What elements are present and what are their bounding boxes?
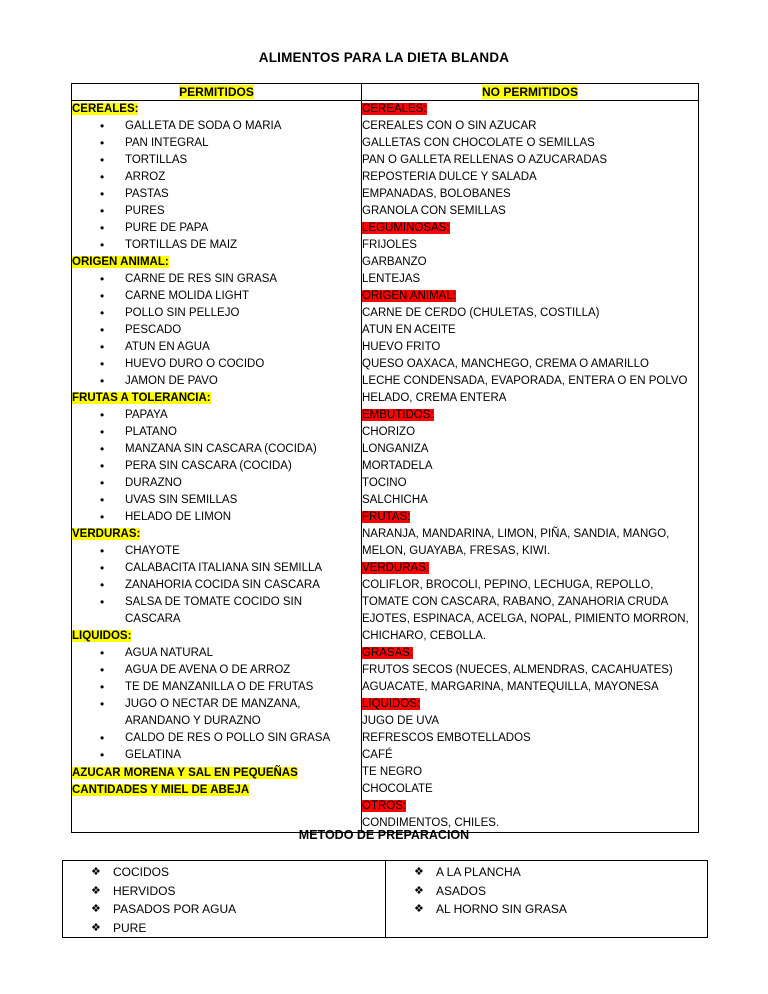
list-item: TOMATE CON CASCARA, RABANO, ZANAHORIA CRUDA (362, 596, 669, 608)
list-item: • PERA SIN CASCARA (COCIDA) (72, 458, 361, 475)
permitidos-category-text: FRUTAS A TOLERANCIA: (72, 392, 211, 404)
list-item: ATUN EN ACEITE (362, 324, 456, 336)
list-item: • AGUA NATURAL (72, 645, 361, 662)
list-item: TOCINO (362, 477, 407, 489)
no-permitidos-category-label (362, 220, 450, 237)
list-item: • POLLO SIN PELLEJO (72, 305, 361, 322)
table-body-row (72, 101, 699, 833)
permitidos-column (72, 101, 362, 833)
metodo-title: METODO DE PREPARACION (298, 828, 470, 842)
permitidos-category-text: LIQUIDOS: (72, 630, 132, 642)
no-permitidos-category-label (362, 560, 429, 577)
footer-note (72, 765, 298, 799)
no-permitidos-category-label (362, 798, 406, 815)
footer-note-line-2: CANTIDADES Y MIEL DE ABEJA (72, 784, 250, 796)
metodo-item: ❖ A LA PLANCHA (386, 863, 707, 882)
no-permitidos-category-label (362, 101, 427, 118)
list-item: CHORIZO (362, 426, 416, 438)
metodo-item: ❖ COCIDOS (63, 863, 385, 882)
permitidos-list (72, 543, 361, 628)
metodo-item: ❖ ASADOS (386, 882, 707, 901)
list-item: AGUACATE, MARGARINA, MANTEQUILLA, MAYONESA (362, 681, 659, 693)
permitidos-category-label (72, 390, 211, 407)
list-item: CAFÉ (362, 749, 393, 761)
permitidos-category-text: VERDURAS: (72, 528, 141, 540)
permitidos-list (72, 118, 361, 254)
list-item: • CALDO DE RES O POLLO SIN GRASA (72, 730, 361, 747)
list-item: • PAPAYA (72, 407, 361, 424)
metodo-table (62, 860, 708, 938)
permitidos-category-label (72, 526, 140, 543)
metodo-item: ❖ PASADOS POR AGUA (63, 900, 385, 919)
list-item: GRANOLA CON SEMILLAS (362, 205, 506, 217)
no-permitidos-category-text: VERDURAS: (362, 562, 430, 574)
list-item: • DURAZNO (72, 475, 361, 492)
list-item: • UVAS SIN SEMILLAS (72, 492, 361, 509)
list-item: FRIJOLES (362, 239, 417, 251)
list-item: • MANZANA SIN CASCARA (COCIDA) (72, 441, 361, 458)
list-item: • PLATANO (72, 424, 361, 441)
list-item: QUESO OAXACA, MANCHEGO, CREMA O AMARILLO (362, 358, 649, 370)
no-permitidos-category-text: CEREALES: (362, 103, 427, 115)
permitidos-category-text: CEREALES: (72, 103, 139, 115)
list-item: • PESCADO (72, 322, 361, 339)
no-permitidos-category-text: GRASAS: (362, 647, 414, 659)
permitidos-list (72, 271, 361, 390)
list-item: • HUEVO DURO O COCIDO (72, 356, 361, 373)
no-permitidos-category-text: FRUTAS: (362, 511, 411, 523)
no-permitidos-category-label (362, 288, 456, 305)
list-item: GALLETAS CON CHOCOLATE O SEMILLAS (362, 137, 595, 149)
list-item: LENTEJAS (362, 273, 421, 285)
diet-table (71, 83, 699, 833)
list-item: CONDIMENTOS, CHILES. (362, 817, 500, 829)
no-permitidos-category-label (362, 407, 434, 424)
list-item: GARBANZO (362, 256, 427, 268)
metodo-row (63, 861, 708, 938)
header-no-permitidos (362, 84, 699, 101)
list-item: • ARROZ (72, 169, 361, 186)
footer-note-line-1: AZUCAR MORENA Y SAL EN PEQUEÑAS (72, 767, 298, 779)
header-permitidos (72, 84, 362, 101)
list-item: REFRESCOS EMBOTELLADOS (362, 732, 531, 744)
list-item: • PAN INTEGRAL (72, 135, 361, 152)
list-item: • SALSA DE TOMATE COCIDO SIN CASCARA (72, 594, 361, 628)
metodo-left-column (63, 861, 386, 938)
list-item: CEREALES CON O SIN AZUCAR (362, 120, 537, 132)
list-item: • ATUN EN AGUA (72, 339, 361, 356)
no-permitidos-category-text: EMBUTIDOS: (362, 409, 434, 421)
no-permitidos-category-label (362, 645, 413, 662)
list-item: • JAMON DE PAVO (72, 373, 361, 390)
list-item: MORTADELA (362, 460, 433, 472)
list-item: • AGUA DE AVENA O DE ARROZ (72, 662, 361, 679)
list-item: COLIFLOR, BROCOLI, PEPINO, LECHUGA, REPOLLO, (362, 579, 654, 591)
no-permitidos-category-text: OTROS: (362, 800, 407, 812)
list-item: • CARNE MOLIDA LIGHT (72, 288, 361, 305)
list-item: • CALABACITA ITALIANA SIN SEMILLA (72, 560, 361, 577)
permitidos-category-label (72, 628, 131, 645)
no-permitidos-category-text: LEGUMINOSAS: (362, 222, 450, 234)
no-permitidos-category-text: LIQUIDOS: (362, 698, 421, 710)
list-item: • JUGO O NECTAR DE MANZANA, ARANDANO Y DURAZNO (72, 696, 361, 730)
list-item: • GELATINA (72, 747, 361, 764)
list-item: • ZANAHORIA COCIDA SIN CASCARA (72, 577, 361, 594)
header-permitidos-label: PERMITIDOS (179, 85, 254, 99)
list-item: • PASTAS (72, 186, 361, 203)
page-title: ALIMENTOS PARA LA DIETA BLANDA (258, 50, 510, 65)
permitidos-category-text: ORIGEN ANIMAL: (72, 256, 169, 268)
list-item: • CARNE DE RES SIN GRASA (72, 271, 361, 288)
no-permitidos-category-text: ORIGEN ANIMAL: (362, 290, 456, 302)
list-item: • GALLETA DE SODA O MARIA (72, 118, 361, 135)
table-header-row (72, 84, 699, 101)
list-item: TE NEGRO (362, 766, 423, 778)
list-item: • HELADO DE LIMON (72, 509, 361, 526)
list-item: CHICHARO, CEBOLLA. (362, 630, 486, 642)
metodo-item: ❖ AL HORNO SIN GRASA (386, 900, 707, 919)
list-item: • TE DE MANZANILLA O DE FRUTAS (72, 679, 361, 696)
permitidos-list (72, 407, 361, 526)
metodo-item: ❖ HERVIDOS (63, 882, 385, 901)
list-item: SALCHICHA (362, 494, 428, 506)
list-item: PAN O GALLETA RELLENAS O AZUCARADAS (362, 154, 607, 166)
list-item: • TORTILLAS (72, 152, 361, 169)
list-item: JUGO DE UVA (362, 715, 440, 727)
list-item: FRUTOS SECOS (NUECES, ALMENDRAS, CACAHUATES) (362, 664, 673, 676)
list-item: NARANJA, MANDARINA, LIMON, PIÑA, SANDIA, MANGO, (362, 528, 670, 540)
header-no-permitidos-label: NO PERMITIDOS (481, 85, 578, 99)
list-item: LONGANIZA (362, 443, 429, 455)
permitidos-list (72, 645, 361, 764)
list-item: LECHE CONDENSADA, EVAPORADA, ENTERA O EN POLVO (362, 375, 688, 387)
list-item: REPOSTERIA DULCE Y SALADA (362, 171, 537, 183)
list-item: EJOTES, ESPINACA, ACELGA, NOPAL, PIMIENTO MORRON, (362, 613, 689, 625)
list-item: MELON, GUAYABA, FRESAS, KIWI. (362, 545, 551, 557)
list-item: HELADO, CREMA ENTERA (362, 392, 507, 404)
metodo-item: ❖ PURE (63, 919, 385, 938)
no-permitidos-category-label (362, 696, 420, 713)
permitidos-category-label (72, 254, 169, 271)
no-permitidos-column (362, 101, 699, 833)
list-item: CARNE DE CERDO (CHULETAS, COSTILLA) (362, 307, 600, 319)
list-item: • CHAYOTE (72, 543, 361, 560)
metodo-right-column (386, 861, 708, 938)
list-item: EMPANADAS, BOLOBANES (362, 188, 511, 200)
no-permitidos-category-label (362, 509, 410, 526)
list-item: HUEVO FRITO (362, 341, 441, 353)
permitidos-category-label (72, 101, 138, 118)
list-item: • PURES (72, 203, 361, 220)
list-item: • TORTILLAS DE MAIZ (72, 237, 361, 254)
list-item: • PURE DE PAPA (72, 220, 361, 237)
list-item: CHOCOLATE (362, 783, 433, 795)
